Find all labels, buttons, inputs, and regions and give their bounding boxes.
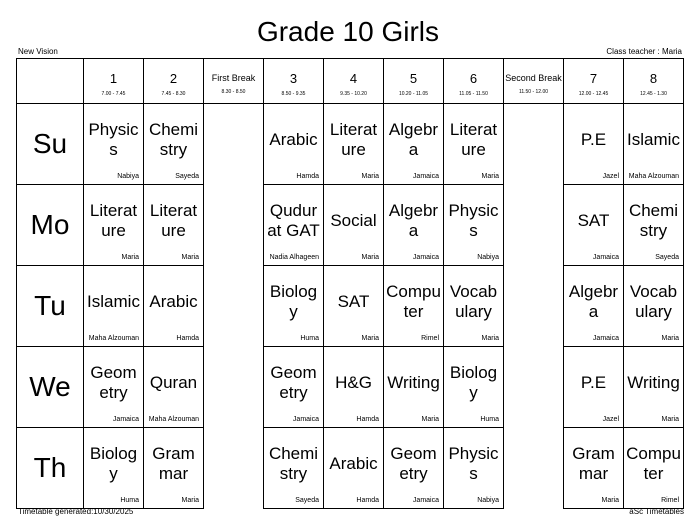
period-time: 9.35 - 10.20 (340, 90, 367, 97)
lesson-cell (144, 104, 204, 185)
lesson-cell (144, 185, 204, 266)
day-name: Su (32, 128, 68, 159)
subject-name: Algebra (568, 282, 619, 321)
subject-name: Biology (89, 444, 138, 483)
break-cell (204, 185, 264, 266)
subject-name: Writing (387, 373, 440, 392)
teacher-name: Jamaica (592, 254, 619, 261)
teacher-name: Jamaica (292, 416, 319, 423)
lesson-cell (444, 428, 504, 509)
teacher-name: Rimel (661, 497, 679, 504)
period-label: 2 (169, 70, 178, 86)
day-name: We (29, 371, 71, 402)
subject-name: Chemistry (148, 120, 199, 159)
teacher-name: Jamaica (412, 497, 439, 504)
break-cell (204, 266, 264, 347)
subject-name: Grammar (572, 444, 615, 483)
day-row (17, 266, 684, 347)
teacher-name: Jamaica (592, 335, 619, 342)
period-time: 12.00 - 12.45 (578, 90, 609, 97)
day-row (17, 104, 684, 185)
lesson-cell (324, 185, 384, 266)
subject-name: Vocabulary (629, 282, 678, 321)
subject-name: Geometry (390, 444, 437, 483)
teacher-name: Maria (661, 335, 679, 342)
lesson-cell (264, 266, 324, 347)
subject-name: Writing (627, 373, 680, 392)
period-time: 7.45 - 8.30 (161, 90, 186, 97)
subject-name: Arabic (269, 130, 318, 149)
subject-name: Grammar (152, 444, 195, 483)
brand-label: aSc Timetables (629, 507, 684, 516)
period-label: First Break (211, 73, 256, 83)
teacher-name: Hamda (356, 416, 379, 423)
lesson-cell (624, 428, 684, 509)
period-label: 1 (109, 70, 118, 86)
lesson-cell (444, 185, 504, 266)
break-cell (204, 347, 264, 428)
timetable-grid (16, 58, 684, 509)
lesson-cell (84, 428, 144, 509)
teacher-name: Maria (181, 254, 199, 261)
day-cell (17, 347, 84, 428)
period-time: 7.00 - 7.45 (101, 90, 126, 97)
period-label: 4 (349, 70, 358, 86)
lesson-cell (144, 428, 204, 509)
subject-name: Algebra (388, 201, 439, 240)
teacher-name: Maha Alzouman (148, 416, 199, 423)
subject-name: Chemistry (628, 201, 679, 240)
teacher-name: Maria (601, 497, 619, 504)
teacher-name: Sayeda (295, 497, 319, 504)
lesson-cell (624, 104, 684, 185)
lesson-cell (264, 347, 324, 428)
period-header (264, 59, 324, 104)
period-header (144, 59, 204, 104)
lesson-cell (624, 347, 684, 428)
period-header (384, 59, 444, 104)
day-name: Th (33, 452, 67, 483)
lesson-cell (384, 428, 444, 509)
subject-name: Computer (386, 282, 441, 321)
teacher-name: Maria (361, 254, 379, 261)
subject-name: Arabic (149, 292, 198, 311)
subject-name: Biology (449, 363, 498, 402)
period-time: 8.30 - 8.50 (221, 89, 246, 95)
subject-name: Chemistry (268, 444, 319, 483)
teacher-name: Nadia Alhageen (269, 254, 319, 261)
lesson-cell (324, 104, 384, 185)
period-header-row (17, 59, 684, 104)
break-header (204, 59, 264, 104)
lesson-cell (444, 347, 504, 428)
teacher-name: Jamaica (412, 173, 439, 180)
subject-name: Quran (149, 373, 198, 392)
lesson-cell (324, 347, 384, 428)
lesson-cell (564, 104, 624, 185)
lesson-cell (564, 266, 624, 347)
break-cell (504, 185, 564, 266)
period-header (444, 59, 504, 104)
period-time: 12.45 - 1.30 (640, 90, 667, 97)
period-label: 3 (289, 70, 298, 86)
lesson-cell (384, 104, 444, 185)
subject-name: Vocabulary (449, 282, 498, 321)
teacher-name: Hamda (356, 497, 379, 504)
period-time: 11.50 - 12.00 (518, 89, 549, 95)
day-cell (17, 104, 84, 185)
lesson-cell (624, 266, 684, 347)
period-header (624, 59, 684, 104)
subject-name: Literature (149, 201, 198, 240)
day-name: Tu (34, 290, 66, 321)
break-cell (504, 428, 564, 509)
break-cell (204, 104, 264, 185)
subject-name: Islamic (87, 292, 140, 311)
teacher-name: Maha Alzouman (88, 335, 139, 342)
subject-name: SAT (577, 211, 610, 230)
teacher-name: Jamaica (112, 416, 139, 423)
timetable-title: Grade 10 Girls (256, 16, 440, 47)
day-row (17, 347, 684, 428)
subject-name: P.E (580, 130, 607, 149)
teacher-name: Jamaica (412, 254, 439, 261)
period-time: 8.50 - 9.35 (281, 90, 306, 97)
teacher-name: Nabiya (477, 254, 499, 261)
break-cell (504, 347, 564, 428)
subject-name: Islamic (627, 130, 680, 149)
subject-name: SAT (337, 292, 370, 311)
subject-name: Biology (269, 282, 318, 321)
subject-name: Literature (89, 201, 138, 240)
period-header (84, 59, 144, 104)
day-name: Mo (30, 209, 70, 240)
teacher-name: Huma (300, 335, 319, 342)
teacher-name: Rimel (421, 335, 439, 342)
teacher-name: Maria (481, 335, 499, 342)
teacher-name: Hamda (176, 335, 199, 342)
teacher-name: Nabiya (477, 497, 499, 504)
day-cell (17, 185, 84, 266)
period-label: 7 (589, 70, 598, 86)
lesson-cell (264, 428, 324, 509)
day-cell (17, 428, 84, 509)
subject-name: Social (330, 211, 377, 230)
lesson-cell (564, 428, 624, 509)
teacher-name: Maria (361, 335, 379, 342)
period-label: 5 (409, 70, 418, 86)
subject-name: Geometry (270, 363, 317, 402)
subject-name: Physics (448, 444, 499, 483)
teacher-name: Huma (120, 497, 139, 504)
lesson-cell (84, 185, 144, 266)
teacher-name: Sayeda (655, 254, 679, 261)
subject-name: Physics (88, 120, 139, 159)
teacher-name: Maria (181, 497, 199, 504)
lesson-cell (264, 185, 324, 266)
lesson-cell (564, 185, 624, 266)
teacher-name: Maha Alzouman (628, 173, 679, 180)
teacher-name: Maria (121, 254, 139, 261)
period-time: 10.20 - 11.05 (398, 90, 429, 97)
lesson-cell (384, 347, 444, 428)
lesson-cell (144, 266, 204, 347)
class-teacher: Class teacher : Maria (606, 47, 682, 56)
teacher-name: Maria (421, 416, 439, 423)
lesson-cell (384, 266, 444, 347)
teacher-name: Maria (361, 173, 379, 180)
period-label: 8 (649, 70, 658, 86)
period-time: 11.05 - 11.50 (459, 90, 488, 97)
day-row (17, 428, 684, 509)
subject-name: Algebra (388, 120, 439, 159)
lesson-cell (264, 104, 324, 185)
lesson-cell (444, 266, 504, 347)
school-name: New Vision (18, 47, 58, 56)
subject-name: Literature (329, 120, 378, 159)
lesson-cell (624, 185, 684, 266)
generated-date: Timetable generated:10/30/2025 (18, 507, 134, 516)
teacher-name: Jazel (602, 173, 619, 180)
lesson-cell (84, 266, 144, 347)
lesson-cell (324, 428, 384, 509)
teacher-name: Hamda (296, 173, 319, 180)
lesson-cell (384, 185, 444, 266)
break-cell (204, 428, 264, 509)
lesson-cell (144, 347, 204, 428)
day-cell (17, 266, 84, 347)
subject-name: H&G (335, 373, 372, 392)
lesson-cell (84, 104, 144, 185)
period-header (564, 59, 624, 104)
break-cell (504, 104, 564, 185)
teacher-name: Huma (480, 416, 499, 423)
break-cell (504, 266, 564, 347)
subject-name: Computer (626, 444, 681, 483)
lesson-cell (84, 347, 144, 428)
subject-name: Literature (449, 120, 498, 159)
teacher-name: Jazel (602, 416, 619, 423)
break-header (504, 59, 564, 104)
subject-name: Physics (448, 201, 499, 240)
period-header (324, 59, 384, 104)
period-label: Second Break (505, 73, 562, 83)
subject-name: P.E (580, 373, 607, 392)
lesson-cell (564, 347, 624, 428)
lesson-cell (324, 266, 384, 347)
teacher-name: Maria (661, 416, 679, 423)
day-row (17, 185, 684, 266)
corner-cell (17, 59, 84, 104)
teacher-name: Nabiya (117, 173, 139, 180)
period-label: 6 (469, 70, 478, 86)
teacher-name: Maria (481, 173, 499, 180)
subject-name: Geometry (90, 363, 137, 402)
teacher-name: Sayeda (175, 173, 199, 180)
lesson-cell (444, 104, 504, 185)
subject-name: Qudurat GAT (267, 201, 320, 240)
subject-name: Arabic (329, 454, 378, 473)
